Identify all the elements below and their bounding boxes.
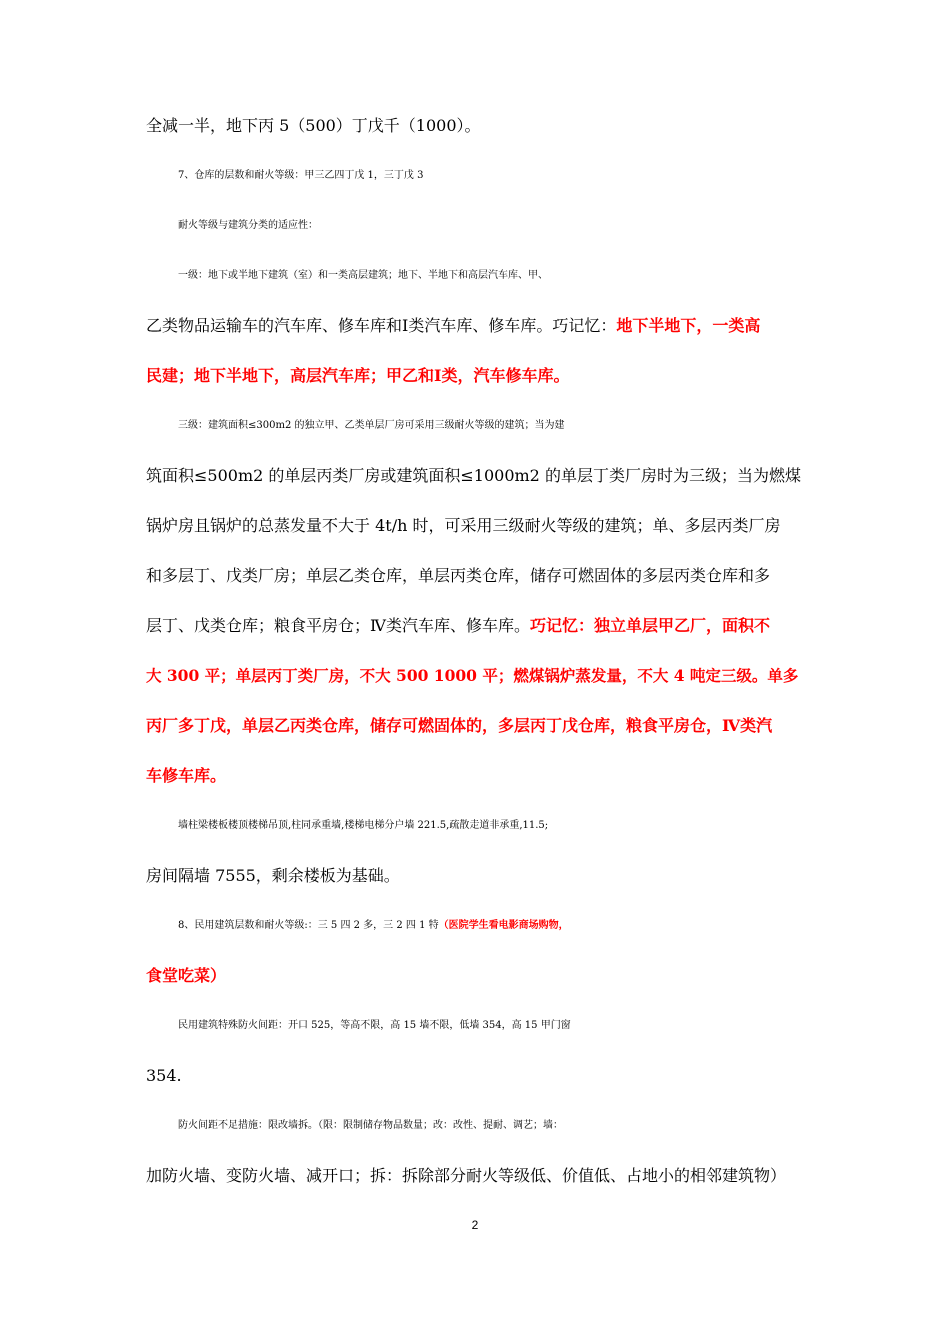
text-line (178, 166, 848, 186)
highlight-span: （医院学生看电影商场购物， (438, 920, 569, 931)
text-line (146, 1066, 816, 1086)
highlight-span: 食堂吃菜） (146, 966, 227, 985)
text-line (146, 966, 816, 986)
text-span: 354. (146, 1066, 182, 1085)
text-line (178, 816, 848, 836)
text-line (146, 116, 816, 136)
text-span: 一级：地下或半地下建筑（室）和一类高层建筑；地下、半地下和高层汽车库、甲、 (178, 270, 548, 281)
text-span: 民用建筑特殊防火间距：开口 525，等高不限，高 15 墙不限，低墙 354，高 15 甲门窗 (178, 1020, 571, 1031)
text-line (146, 566, 816, 586)
highlight-span: 大 300 平；单层丙丁类厂房，不大 500 1000 平；燃煤锅炉蒸发量，不大 4 吨定三级。单多 (146, 666, 799, 685)
highlight-span: 丙厂多丁戊，单层乙丙类仓库，储存可燃固体的，多层丙丁戊仓库，粮食平房仓，Ⅳ类汽 (146, 716, 773, 735)
highlight-span: 地下半地下，一类高 (616, 316, 761, 335)
text-span: 三级：建筑面积≤300m2 的独立甲、乙类单层厂房可采用三级耐火等级的建筑；当为建 (178, 420, 565, 431)
text-span: 墙柱梁楼板楼顶楼梯吊顶,柱同承重墙,楼梯电梯分户墙 221.5,疏散走道非承重,11.5; (178, 820, 549, 831)
highlight-span: 巧记忆：独立单层甲乙厂，面积不 (530, 616, 771, 635)
text-span: 全减一半，地下丙 5（500）丁戊千（1000）。 (146, 116, 481, 135)
text-span: 防火间距不足措施：限改墙拆。（限：限制储存物品数量；改：改性、提耐、调艺；墙： (178, 1120, 563, 1131)
text-span: 房间隔墙 7555，剩余楼板为基础。 (146, 866, 400, 885)
text-span: 层丁、戊类仓库；粮食平房仓；Ⅳ类汽车库、修车库。 (146, 616, 530, 635)
highlight-span: 车修车库。 (146, 766, 227, 785)
text-span: 8、民用建筑层数和耐火等级:：三 5 四 2 多，三 2 四 1 特 (178, 920, 439, 931)
text-line (178, 1016, 848, 1036)
text-span: 7、仓库的层数和耐火等级：甲三乙四丁戊 1，三丁戊 3 (178, 170, 424, 181)
text-line (146, 866, 816, 886)
highlight-span: 民建；地下半地下，高层汽车库；甲乙和Ⅰ类，汽车修车库。 (146, 366, 570, 385)
page-number: 2 (471, 1218, 479, 1232)
text-line (146, 1166, 816, 1186)
text-span: 乙类物品运输车的汽车库、修车库和Ⅰ类汽车库、修车库。巧记忆： (146, 316, 617, 335)
text-span: 锅炉房且锅炉的总蒸发量不大于 4t/h 时，可采用三级耐火等级的建筑；单、多层丙类厂房 (146, 516, 781, 535)
text-span: 筑面积≤500m2 的单层丙类厂房或建筑面积≤1000m2 的单层丁类厂房时为三级；当为燃煤 (146, 466, 801, 485)
text-span: 和多层丁、戊类厂房；单层乙类仓库，单层丙类仓库，储存可燃固体的多层丙类仓库和多 (146, 566, 771, 585)
text-line (146, 766, 816, 786)
text-span: 加防火墙、变防火墙、减开口；拆：拆除部分耐火等级低、价值低、占地小的相邻建筑物） (146, 1166, 787, 1185)
text-line (146, 666, 816, 686)
text-line (178, 216, 848, 236)
text-line (146, 366, 816, 386)
text-line (146, 716, 816, 736)
text-line (178, 1116, 848, 1136)
text-line (178, 266, 848, 286)
text-line (178, 916, 848, 936)
text-line (146, 616, 816, 636)
text-line (178, 416, 848, 436)
text-line (146, 466, 816, 486)
text-line (146, 316, 816, 336)
text-span: 耐火等级与建筑分类的适应性： (178, 220, 318, 231)
text-line (146, 516, 816, 536)
